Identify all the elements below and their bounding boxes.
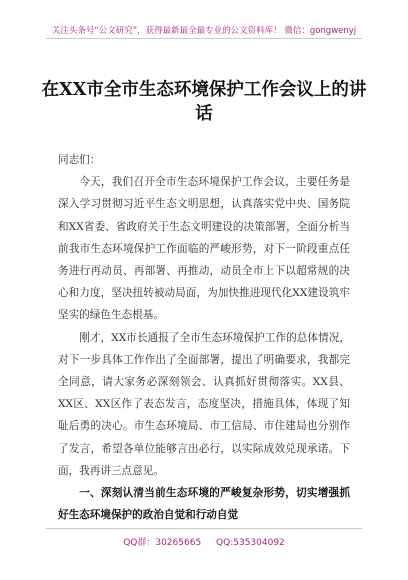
header-promo-text: 关注头条号“公文研究”，获得最新最全最专业的公文资料库！ 微信：gongwenyj xyxy=(51,26,357,36)
footer-qq-number: QQ:535304092 xyxy=(216,538,285,548)
footer-divider xyxy=(46,528,362,529)
paragraph-1: 今天，我们召开全市生态环境保护工作会议，主要任务是深入学习贯彻习近平生态文明思想，认真落实党中央、国务院和XX省委、省政府关于生态文明建设的决策部署，全面分析当前我市生态环境保护工作面临的严峻形势，对下一阶段重点任务进行再动员、再部署、再推动，动员全市上下以超常规的决心和力度，坚决扭转被动局面，为加快推进现代化XX建设筑牢坚实的绿色生态根基。 xyxy=(58,176,350,322)
page-footer xyxy=(0,535,408,548)
footer-qq-group: QQ群：30265665 xyxy=(123,538,202,548)
paragraph-2: 刚才，XX市长通报了全市生态环境保护工作的总体情况，对下一步具体工作作出了全面部署，提出了明确要求，我都完全同意，请大家务必深刻领会、认真抓好贯彻落实。XX县、XX区、XX区作了表态发言，态度坚决，措施具体，体现了知耻后勇的决心。市生态环境局、市工信局、市住建局也分别作了发言，希望各单位能够言出必行，以实际成效兑现承诺。下面，我再讲三点意见。 xyxy=(58,331,350,477)
section-heading-1: 一、深刻认清当前生态环境的严峻复杂形势，切实增强抓好生态环境保护的政治自觉和行动自觉 xyxy=(58,487,350,522)
header-divider xyxy=(46,38,362,39)
page-header xyxy=(0,0,408,40)
document-body xyxy=(58,149,350,526)
document-title: 在XX市全市生态环境保护工作会议上的讲话 xyxy=(41,80,367,124)
greeting: 同志们： xyxy=(58,154,101,166)
